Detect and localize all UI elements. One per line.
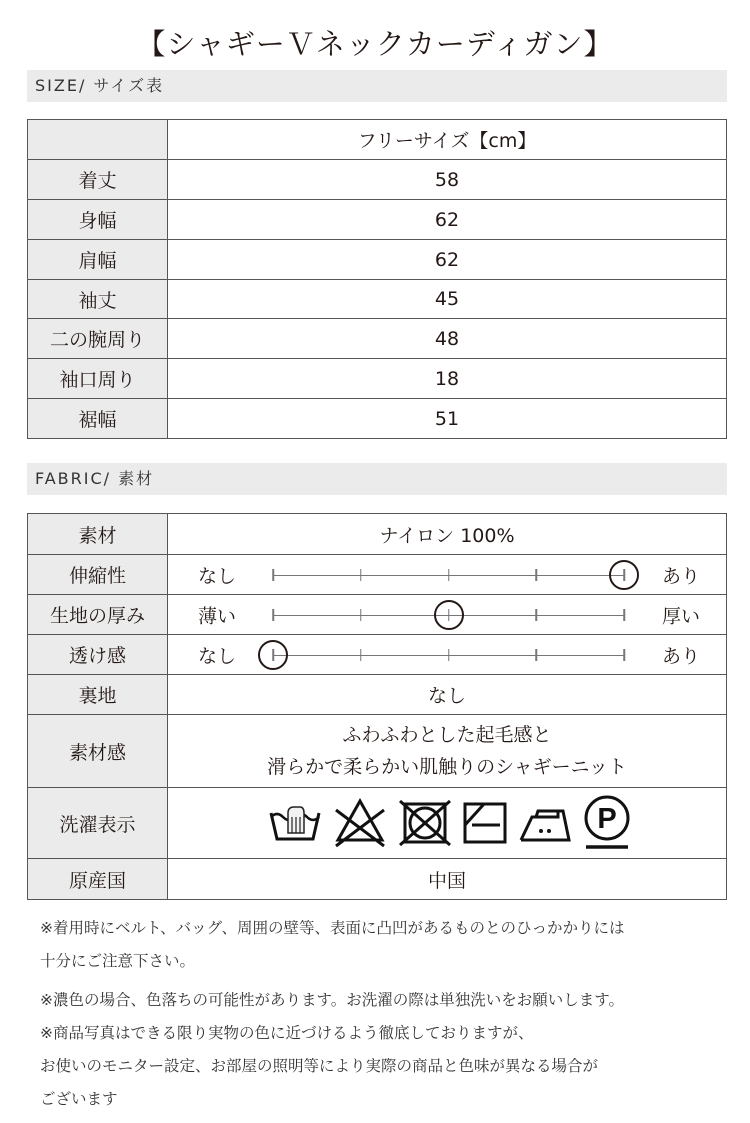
size-value: 62 (168, 200, 727, 240)
lining-label: 裏地 (28, 675, 168, 715)
scale-marker-circle (609, 560, 639, 590)
texture-line-1: ふわふわとした起毛感と (342, 724, 552, 746)
fabric-table (27, 513, 727, 900)
care-label: 洗濯表示 (28, 788, 168, 859)
thickness-scale (168, 595, 727, 635)
flat-dry-shade-icon (462, 801, 508, 845)
size-value: 18 (168, 359, 727, 399)
hand-wash-icon (268, 803, 322, 843)
scale-right-label: あり (661, 565, 700, 587)
care-symbols (168, 788, 727, 859)
table-row (28, 280, 727, 319)
size-column-header: フリーサイズ【cm】 (168, 120, 727, 160)
scale-right-label: 厚い (661, 605, 700, 627)
size-table (27, 119, 727, 439)
scale-tick (536, 609, 538, 621)
table-row (28, 319, 727, 359)
scale-tick (536, 649, 538, 661)
note-line: ございます (40, 1090, 118, 1108)
size-value: 48 (168, 319, 727, 359)
thickness-label: 生地の厚み (28, 595, 168, 635)
texture-value (168, 715, 727, 788)
table-row (28, 240, 727, 280)
material-label: 素材 (28, 514, 168, 555)
note-line: ※濃色の場合、色落ちの可能性があります。お洗濯の際は単独洗いをお願いします。 (40, 991, 625, 1009)
size-label: 身幅 (28, 200, 168, 240)
origin-value: 中国 (168, 859, 727, 900)
table-row (28, 399, 727, 439)
product-title: 【シャギーＶネックカーディガン】 (136, 27, 614, 61)
size-value: 45 (168, 280, 727, 319)
svg-text:P: P (597, 803, 617, 835)
scale-tick (360, 609, 362, 621)
scale-tick (448, 649, 450, 661)
scale-tick (272, 609, 274, 621)
scale-left-label: なし (198, 565, 237, 587)
size-table-corner (28, 120, 168, 160)
texture-line-2: 滑らかで柔らかい肌触りのシャギーニット (267, 756, 627, 778)
size-value: 51 (168, 399, 727, 439)
fabric-section-header: FABRIC/ 素材 (27, 463, 727, 495)
table-row (28, 160, 727, 200)
sheerness-scale (168, 635, 727, 675)
no-tumble-dry-icon (398, 799, 452, 847)
table-row (28, 715, 727, 788)
scale-tick (360, 649, 362, 661)
table-row (28, 635, 727, 675)
scale-left-label: なし (198, 645, 237, 667)
scale-tick (623, 609, 625, 621)
notes (40, 912, 740, 1116)
note-line: 十分にご注意下さい。 (40, 952, 196, 970)
table-row (28, 859, 727, 900)
table-row (28, 555, 727, 595)
dry-clean-p-icon (582, 795, 632, 851)
low-iron-icon (518, 803, 572, 843)
scale-tick (360, 569, 362, 581)
table-row (28, 595, 727, 635)
texture-label: 素材感 (28, 715, 168, 788)
table-row (28, 200, 727, 240)
size-label: 袖丈 (28, 280, 168, 319)
note-line: ※商品写真はできる限り実物の色に近づけるよう徹底しておりますが、 (40, 1024, 534, 1042)
note-line: お使いのモニター設定、お部屋の照明等により実際の商品と色味が異なる場合が (40, 1057, 599, 1075)
size-value: 58 (168, 160, 727, 200)
size-label: 二の腕周り (28, 319, 168, 359)
size-label: 着丈 (28, 160, 168, 200)
stretch-label: 伸縮性 (28, 555, 168, 595)
sheerness-label: 透け感 (28, 635, 168, 675)
table-row (28, 514, 727, 555)
size-label: 裾幅 (28, 399, 168, 439)
table-row (28, 675, 727, 715)
table-row (28, 359, 727, 399)
scale-left-label: 薄い (198, 605, 237, 627)
origin-label: 原産国 (28, 859, 168, 900)
size-label: 袖口周り (28, 359, 168, 399)
size-table-header-row (28, 120, 727, 160)
size-section-header: SIZE/ サイズ表 (27, 70, 727, 102)
scale-marker-circle (434, 600, 464, 630)
scale-tick (536, 569, 538, 581)
scale-tick (448, 569, 450, 581)
scale-marker-circle (258, 640, 288, 670)
stretch-scale (168, 555, 727, 595)
material-value: ナイロン 100% (168, 514, 727, 555)
no-bleach-icon (332, 798, 388, 848)
note-line: ※着用時にベルト、バッグ、周囲の壁等、表面に凸凹があるものとのひっかかりには (40, 919, 625, 937)
scale-tick (272, 569, 274, 581)
size-value: 62 (168, 240, 727, 280)
size-label: 肩幅 (28, 240, 168, 280)
lining-value: なし (168, 675, 727, 715)
table-row (28, 788, 727, 859)
scale-right-label: あり (661, 645, 700, 667)
scale-tick (623, 649, 625, 661)
